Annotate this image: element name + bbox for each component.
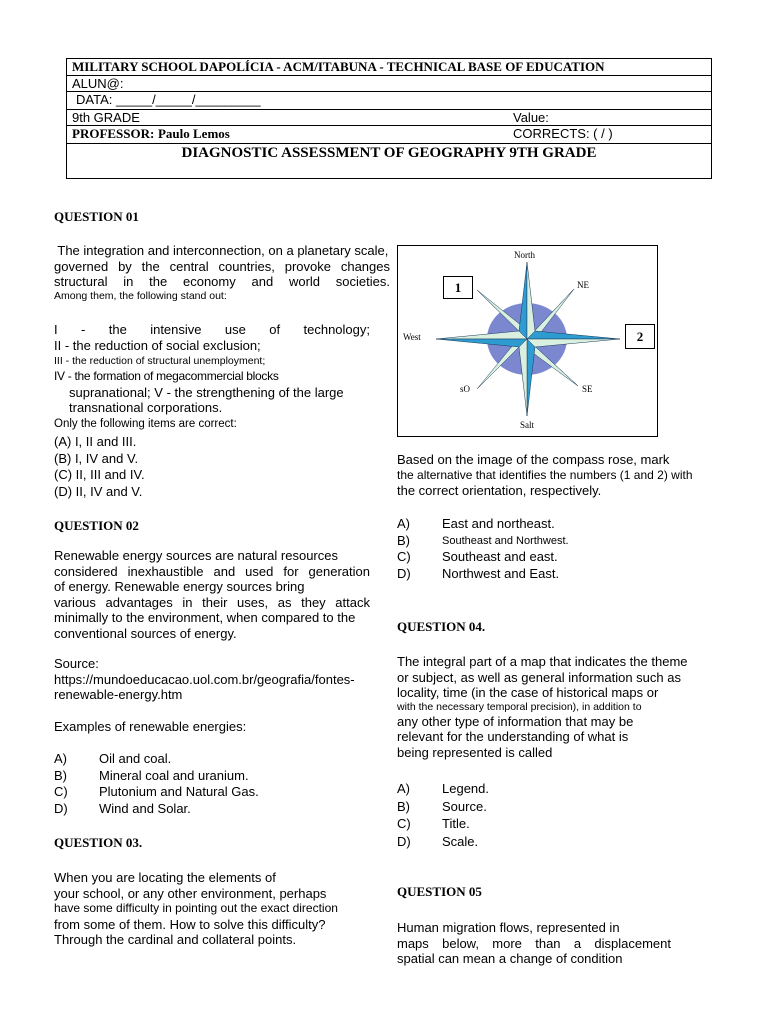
student-name-field: ALUN@: [67, 76, 711, 92]
q3-option-a[interactable] [397, 516, 569, 533]
q2-source-url-line-2: renewable-energy.htm [54, 687, 183, 702]
q3-line-4: from some of them. How to solve this difficulty? [54, 916, 326, 932]
q3-option-c-text: Southeast and east. [442, 549, 558, 564]
q3-option-a-letter: A) [397, 516, 410, 531]
question-04-text [397, 654, 717, 760]
q4-line-3: locality, time (in the case of historical maps or [397, 685, 659, 700]
value-label: Value: [513, 110, 549, 125]
q1-option-b[interactable]: (B) I, IV and V. [54, 450, 139, 466]
q3-line-1: When you are locating the elements of [54, 870, 276, 885]
q4-option-c-letter: C) [397, 816, 411, 831]
question-05-title: QUESTION 05 [397, 884, 482, 899]
q2-option-a-letter: A) [54, 751, 67, 766]
q4-option-c[interactable] [397, 815, 489, 833]
question-01-text [54, 243, 390, 303]
q2-line-4: various advantages in their uses, as they attack [54, 594, 370, 610]
q3-option-d-letter: D) [397, 565, 411, 581]
compass-rose-icon [398, 246, 657, 436]
q3-mark-line-3: the correct orientation, respectively. [397, 483, 602, 498]
q2-prompt: Examples of renewable energies: [54, 719, 247, 734]
q3-option-b[interactable] [397, 533, 569, 550]
professor-label: PROFESSOR: [72, 126, 155, 141]
question-03-title: QUESTION 03. [54, 835, 143, 850]
q4-option-a-letter: A) [397, 781, 410, 796]
q4-option-b-letter: B) [397, 798, 410, 814]
q2-option-c[interactable] [54, 784, 259, 801]
q3-mark-line-2: the alternative that identifies the numbers (1 and 2) with [397, 467, 693, 482]
q2-option-b-letter: B) [54, 767, 67, 783]
q3-line-3: have some difficulty in pointing out the exact direction [54, 901, 338, 915]
q3-line-2: your school, or any other environment, perhaps [54, 885, 327, 901]
q4-line-1: The integral part of a map that indicates the theme [397, 654, 688, 669]
q1-line-1: The integration and interconnection, on a planetary scale, [54, 243, 389, 258]
compass-west-label: West [403, 332, 421, 342]
q3-option-c[interactable] [397, 549, 569, 566]
q2-option-a-text: Oil and coal. [99, 751, 172, 766]
compass-box-1: 1 [443, 276, 473, 299]
q4-option-b-text: Source. [442, 798, 487, 814]
q2-option-d-letter: D) [54, 800, 68, 816]
q2-line-1: Renewable energy sources are natural resources [54, 548, 338, 563]
question-03-text [54, 870, 384, 948]
question-05-text [397, 920, 671, 967]
q2-source-url-line-1: https://mundoeducacao.uol.com.br/geografia/fontes- [54, 671, 355, 687]
q3-option-b-text: Southeast and Northwest. [442, 534, 569, 547]
q3-option-c-letter: C) [397, 549, 411, 564]
compass-north-label: North [514, 250, 535, 260]
q4-option-a[interactable] [397, 780, 489, 798]
professor-name: Paulo Lemos [157, 126, 230, 141]
q2-option-c-text: Plutonium and Natural Gas. [99, 784, 259, 799]
school-name: MILITARY SCHOOL DAPOLÍCIA - ACM/ITABUNA - TECHNICAL BASE OF EDUCATION [67, 59, 711, 76]
q1-option-c[interactable]: (C) II, III and IV. [54, 467, 145, 482]
q2-line-2: considered inexhaustible and used for generation [54, 563, 370, 579]
q2-option-a[interactable] [54, 751, 259, 768]
q1-line-3: structural in the economy and world societies. [54, 274, 390, 289]
compass-se-label: SE [582, 384, 593, 394]
q4-option-a-text: Legend. [442, 781, 489, 796]
q2-source-label: Source: [54, 656, 99, 671]
compass-so-label: sO [460, 384, 471, 394]
q2-option-c-letter: C) [54, 784, 68, 799]
assessment-title: DIAGNOSTIC ASSESSMENT OF GEOGRAPHY 9TH GRADE [181, 145, 597, 161]
date-field: DATA: _____/_____/_________ [67, 92, 711, 110]
q2-option-b[interactable] [54, 768, 259, 785]
q2-line-3: of energy. Renewable energy sources bring [54, 579, 305, 594]
q3-mark-line-1: Based on the image of the compass rose, mark [397, 452, 670, 467]
q4-line-5: any other type of information that may be [397, 713, 634, 729]
question-04-options [397, 780, 489, 850]
compass-rose-figure [397, 245, 658, 437]
q2-option-d[interactable] [54, 801, 259, 818]
question-02-title: QUESTION 02 [54, 518, 139, 533]
q1-item-1: I - the intensive use of technology; [54, 322, 370, 337]
q4-line-2: or subject, as well as general information such as [397, 669, 681, 685]
q5-line-2: maps below, more than a displacement [397, 935, 671, 951]
question-02-source [54, 656, 384, 703]
question-02-options [54, 751, 259, 817]
corrects-field: CORRECTS: ( / ) [513, 126, 613, 141]
q1-item-5: supranational; V - the strengthening of the large [69, 384, 344, 400]
q1-option-a[interactable]: (A) I, II and III. [54, 434, 137, 449]
q3-line-5: Through the cardinal and collateral points. [54, 932, 297, 947]
q1-item-2: II - the reduction of social exclusion; [54, 337, 261, 353]
q1-line-2: governed by the central countries, provoke changes [54, 258, 390, 274]
q5-line-1: Human migration flows, represented in [397, 920, 620, 935]
q3-option-b-letter: B) [397, 532, 410, 548]
question-03-options [397, 516, 569, 582]
compass-south-label: Salt [520, 420, 535, 430]
q4-line-4: with the necessary temporal precision), in addition to [397, 700, 642, 713]
q4-line-7: being represented is called [397, 744, 553, 760]
q2-option-d-text: Wind and Solar. [99, 800, 191, 816]
q1-item-4: IV - the formation of megacommercial blocks [54, 369, 279, 383]
q4-option-c-text: Title. [442, 816, 470, 831]
q3-option-d-text: Northwest and East. [442, 565, 560, 581]
q2-option-b-text: Mineral coal and uranium. [99, 767, 249, 783]
q4-option-d-text: Scale. [442, 833, 479, 849]
q1-prompt: Only the following items are correct: [54, 418, 237, 430]
header-box [66, 58, 712, 179]
q1-item-6: transnational corporations. [69, 400, 223, 415]
question-01-options [54, 434, 145, 500]
question-04-title: QUESTION 04. [397, 619, 486, 634]
compass-ne-label: NE [577, 280, 589, 290]
grade-label: 9th GRADE [72, 110, 140, 125]
q4-option-b[interactable] [397, 798, 489, 816]
q2-line-5: minimally to the environment, when compared to the [54, 610, 356, 625]
q4-option-d[interactable] [397, 833, 489, 851]
q5-line-3: spatial can mean a change of condition [397, 951, 623, 966]
question-03-prompt [397, 452, 717, 499]
q4-line-6: relevant for the understanding of what is [397, 729, 629, 744]
q4-option-d-letter: D) [397, 833, 411, 849]
compass-box-2: 2 [625, 324, 655, 349]
question-01-items [54, 322, 370, 416]
q2-line-6: conventional sources of energy. [54, 625, 237, 641]
q1-option-d[interactable]: (D) II, IV and V. [54, 483, 143, 499]
q1-stand-out: Among them, the following stand out: [54, 289, 227, 302]
question-02-text [54, 548, 370, 641]
question-01-title: QUESTION 01 [54, 209, 139, 224]
q3-option-d[interactable] [397, 566, 569, 583]
q1-item-3: III - the reduction of structural unemployment; [54, 355, 266, 367]
q3-option-a-text: East and northeast. [442, 516, 555, 531]
